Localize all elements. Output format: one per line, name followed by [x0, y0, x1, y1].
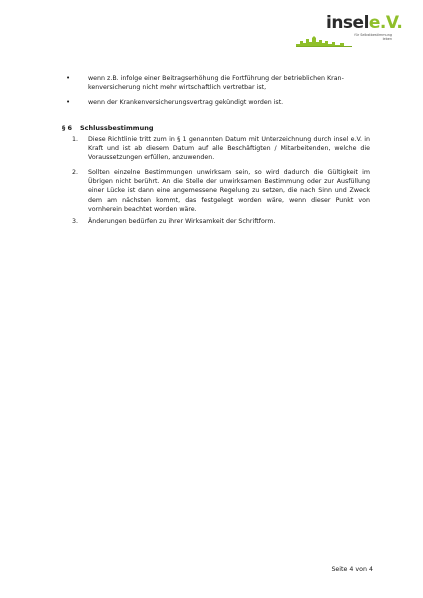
page-number: Seite 4 von 4 [331, 566, 373, 573]
item-text: Änderungen bedürfen zu ihrer Wirksamkeit der Schriftform. [88, 218, 276, 225]
bullet-text: wenn der Krankenversicherungsvertrag gekündigt worden ist. [88, 99, 284, 106]
logo-wordmark: insele.V. [326, 13, 403, 33]
item-text: Sollten einzelne Bestimmungen unwirksam sein, so wird dadurch die Gültigkeit im Übrigen nicht berührt. An die Stelle der unwirksamen Bestimmung oder zur Ausfüllung einer Lücke ist dann eine angemessene Regelung zu setzen, die nach Sinn und Zweck dem am nächsten kommt, das festgelegt worden wäre, wenn dieser Punkt von vornherein beachtet worden wäre. [88, 169, 370, 213]
insel-logo [296, 13, 403, 48]
section-heading [62, 124, 372, 134]
skyline-logo-icon [296, 33, 352, 47]
logo-subline: für Selbstbestimmung leben [354, 33, 392, 41]
bullet-symbol: • [66, 74, 71, 82]
item-number: 2. [72, 169, 79, 176]
bullet-text: wenn z.B. infolge einer Beitragserhöhung die Fortführung der betrieblichen Krankenversicherung nicht mehr wirtschaftlich vertretbar ist, [88, 75, 344, 92]
item-number: 3. [72, 218, 79, 225]
bullet-symbol: • [66, 98, 71, 106]
section-title: Schlussbestimmung [80, 124, 154, 132]
item-number: 1. [72, 136, 79, 143]
section-number: § 6 [62, 124, 73, 132]
item-text: Diese Richtlinie tritt zum in § 1 genannten Datum mit Unterzeichnung durch insel e.V. in Kraft und ist ab diesem Datum auf alle Beschäftigten / Mitarbeitenden, welche die Voraussetzungen erfüllen, anzuwenden. [88, 136, 370, 162]
